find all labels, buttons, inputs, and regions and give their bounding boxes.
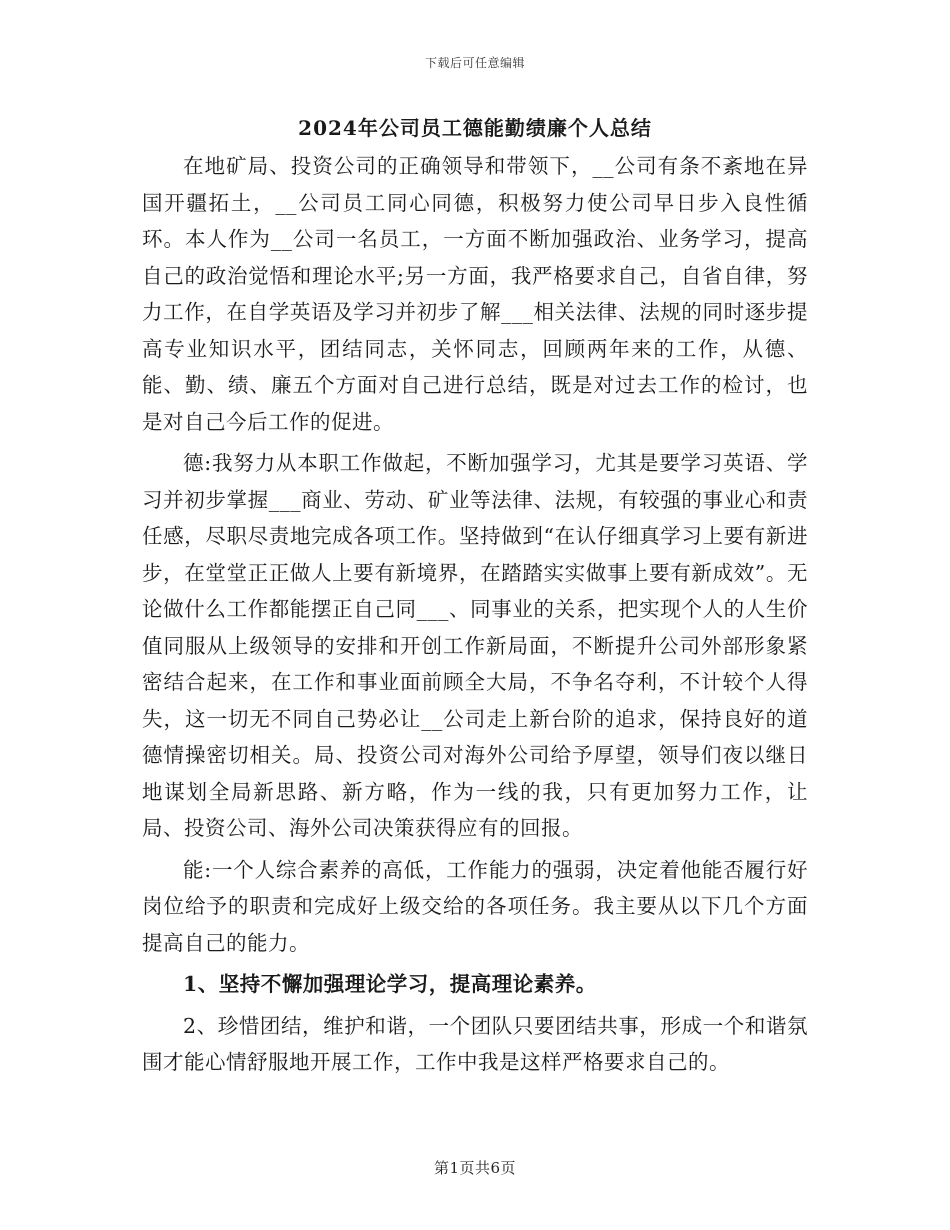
paragraph-point-1: 1、坚持不懈加强理论学习，提高理论素养。 bbox=[183, 972, 597, 996]
paragraph-de: 德:我努力从本职工作做起，不断加强学习，尤其是要学习英语、学习并初步掌握___商业、劳动、矿业等法律、法规，有较强的事业心和责任感，尽职尽责地完成各项工作。坚持做到“在认仔细真学习上要有新进步，在堂堂正正做人上要有新境界，在踏踏实实做事上要有新成效”。无论做什么工作都能摆正自己同___、同事业的关系，把实现个人的人生价值同服从上级领导的安排和开创工作新局面，不断提升公司外部形象紧密结合起来，在工作和事业面前顾全大局，不争名夺利，不计较个人得失，这一切无不同自己势必让__公司走上新台阶的追求，保持良好的道德情操密切相关。局、投资公司对海外公司给予厚望，领导们夜以继日地谋划全局新思路、新方略，作为一线的我，只有更加努力工作，让局、投资公司、海外公司决策获得应有的回报。 bbox=[142, 451, 808, 840]
document-body bbox=[142, 148, 808, 1086]
page-number-footer: 第1页共6页 bbox=[433, 1159, 517, 1177]
document-title: 2024年公司员工德能勤绩廉个人总结 bbox=[298, 116, 652, 140]
paragraph-neng: 能:一个人综合素养的高低，工作能力的强弱，决定着他能否履行好岗位给予的职责和完成好上级交给的各项任务。我主要从以下几个方面提高自己的能力。 bbox=[142, 857, 808, 955]
paragraph-point-2: 2、珍惜团结，维护和谐，一个团队只要团结共事，形成一个和谐氛围才能心情舒服地开展工作，工作中我是这样严格要求自己的。 bbox=[142, 1013, 808, 1074]
paragraph-intro: 在地矿局、投资公司的正确领导和带领下，__公司有条不紊地在异国开疆拓土，__公司员工同心同德，积极努力使公司早日步入良性循环。本人作为__公司一名员工，一方面不断加强政治、业务学习，提高自己的政治觉悟和理论水平;另一方面，我严格要求自己，自省自律，努力工作，在自学英语及学习并初步了解___相关法律、法规的同时逐步提高专业知识水平，团结同志，关怀同志，回顾两年来的工作，从德、能、勤、绩、廉五个方面对自己进行总结，既是对过去工作的检讨，也是对自己今后工作的促进。 bbox=[142, 154, 808, 434]
page-header-note: 下载后可任意编辑 bbox=[424, 56, 525, 70]
